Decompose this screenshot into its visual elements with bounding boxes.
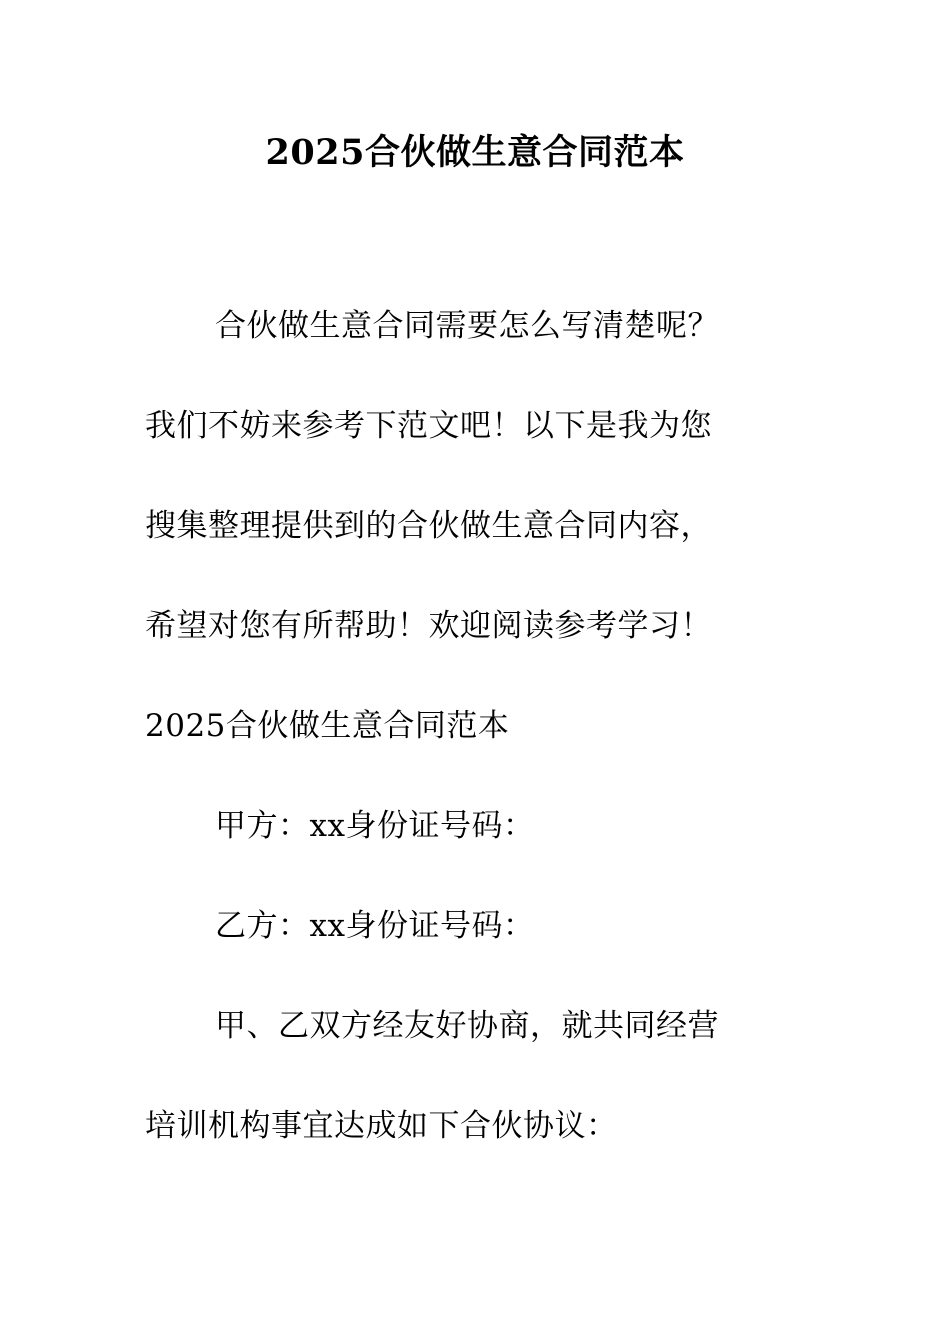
intro-line-4: 希望对您有所帮助！欢迎阅读参考学习！	[145, 608, 712, 644]
agreement-line-1: 甲、乙双方经友好协商，就共同经营	[215, 1008, 719, 1044]
party-b-line: 乙方：xx身份证号码：	[215, 908, 535, 944]
intro-line-2: 我们不妨来参考下范文吧！以下是我为您	[145, 408, 712, 444]
agreement-line-2: 培训机构事宜达成如下合伙协议：	[145, 1108, 618, 1144]
section-heading: 2025合伙做生意合同范本	[145, 708, 510, 744]
intro-line-3: 搜集整理提供到的合伙做生意合同内容，	[145, 508, 712, 544]
party-a-line: 甲方：xx身份证号码：	[215, 808, 535, 844]
intro-line-1: 合伙做生意合同需要怎么写清楚呢？	[215, 308, 719, 344]
document-title: 2025合伙做生意合同范本	[265, 132, 685, 173]
